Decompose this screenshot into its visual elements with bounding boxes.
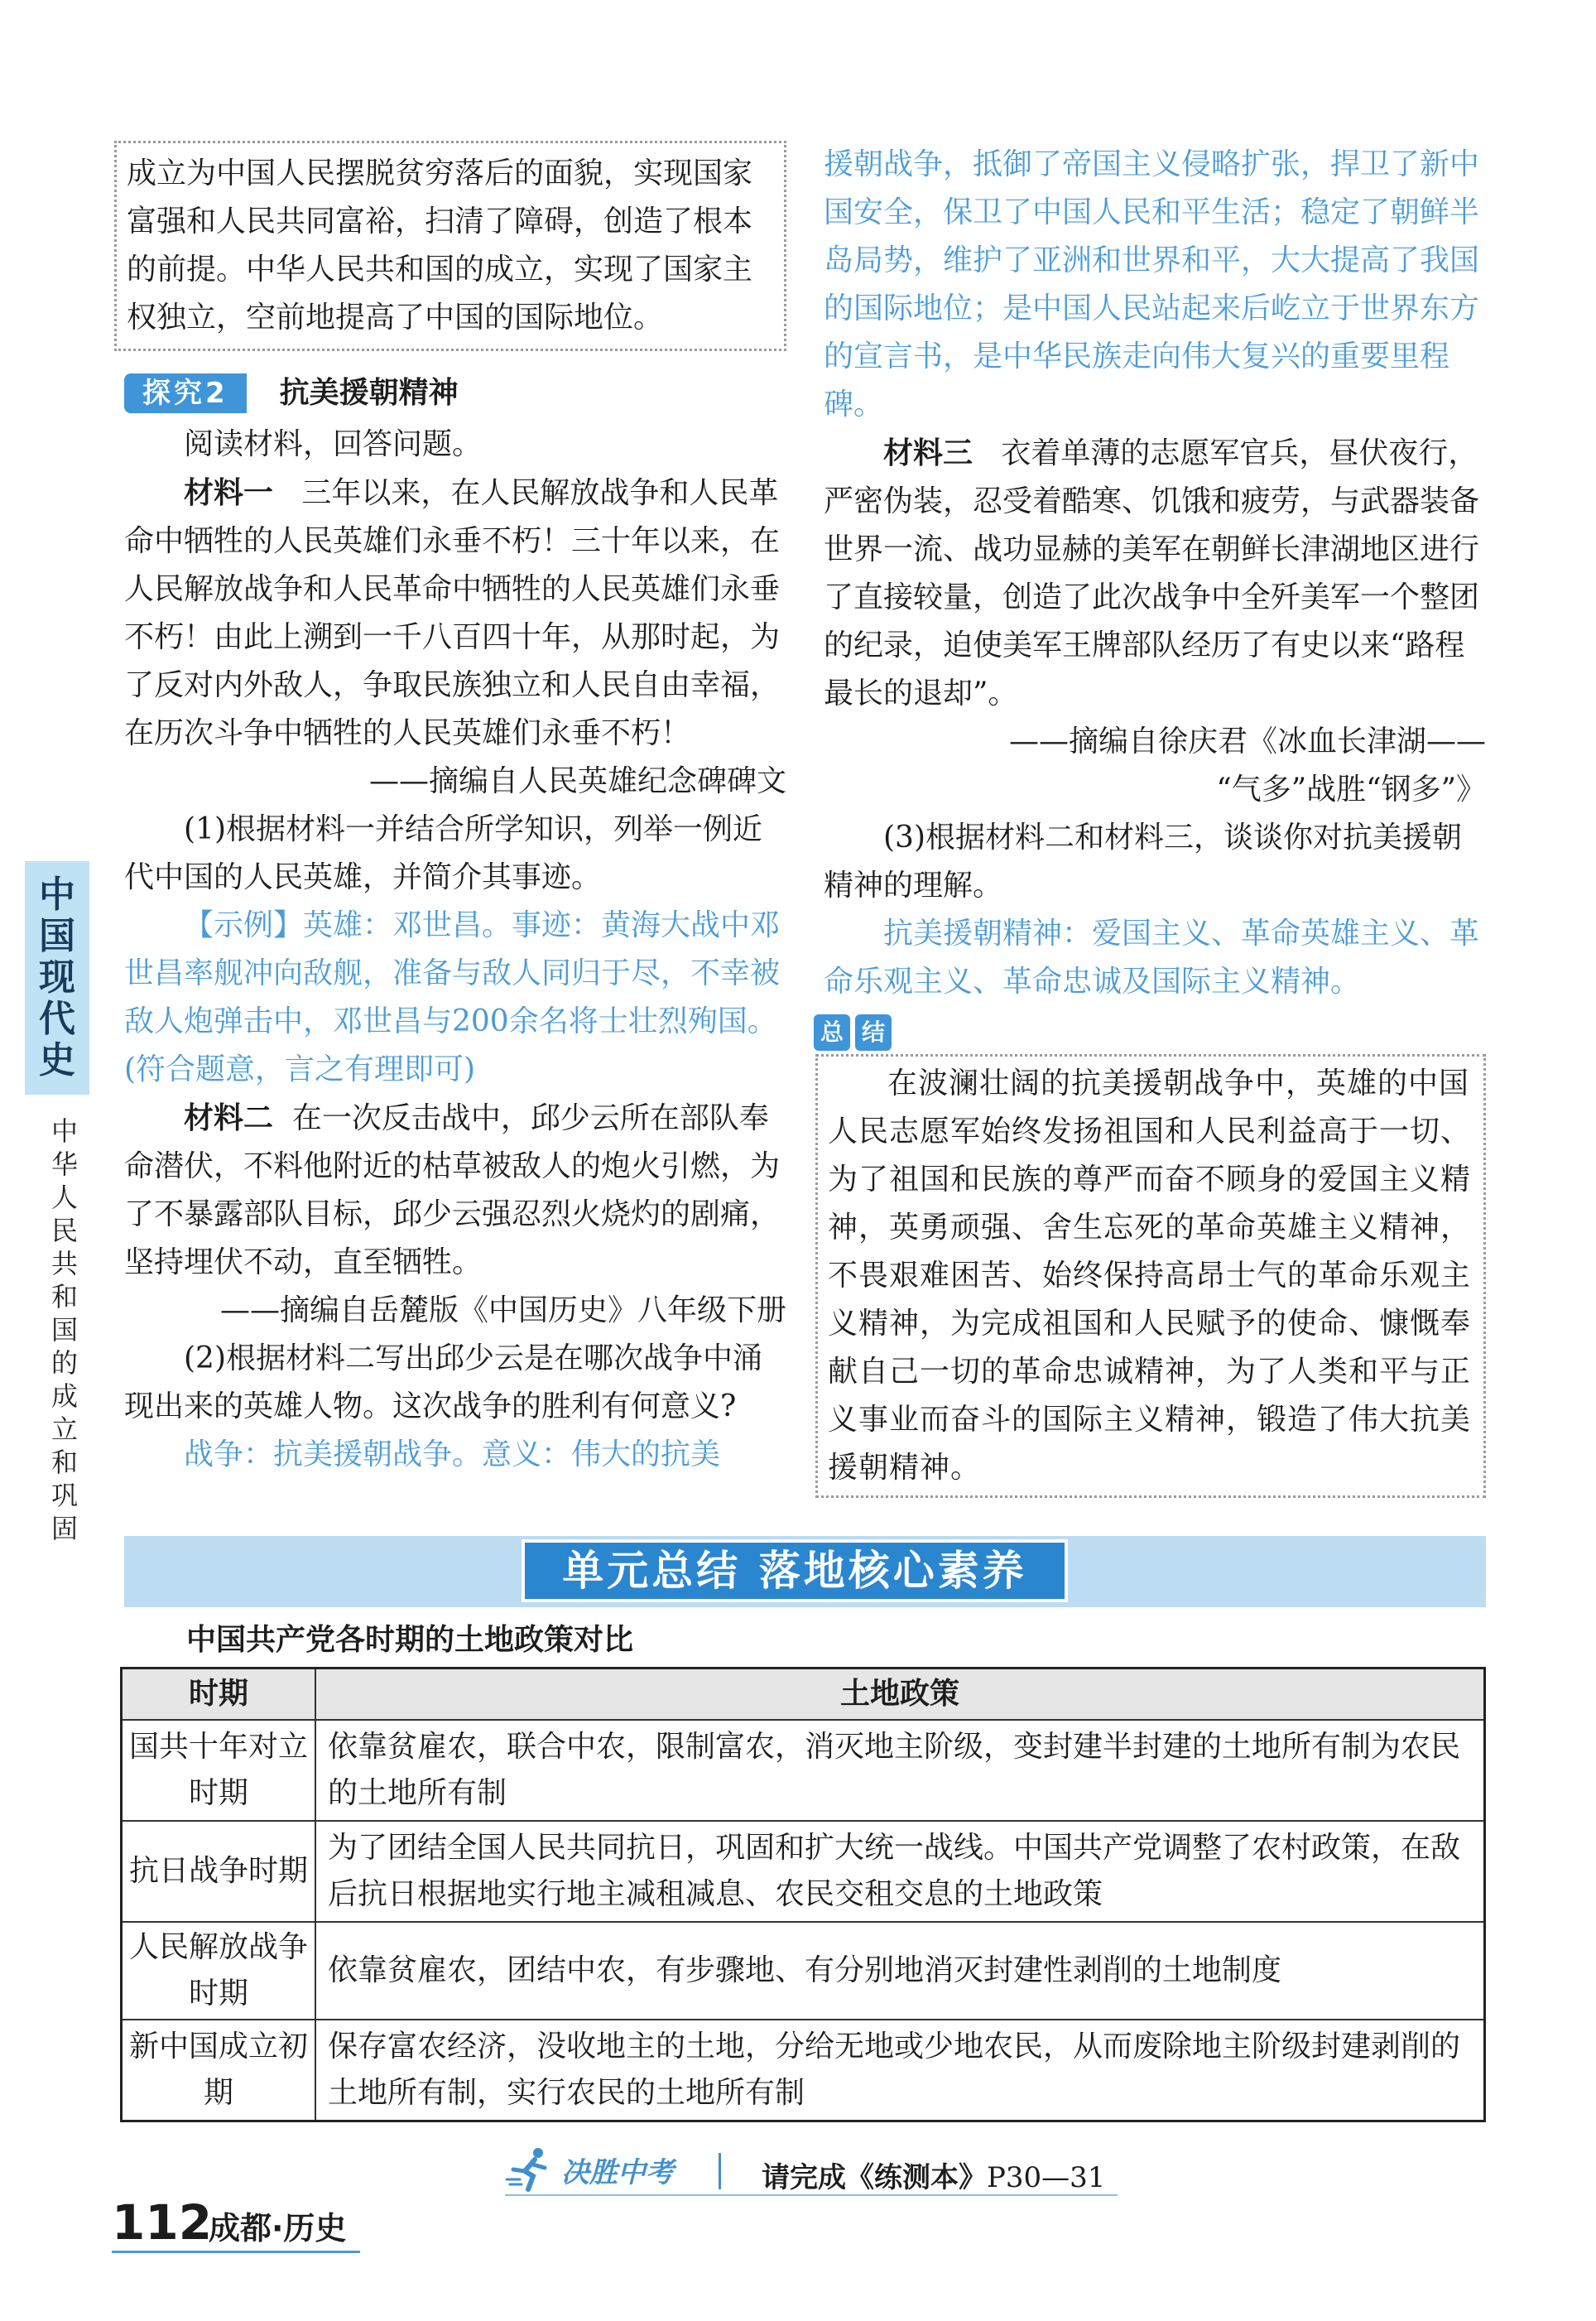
header-policy: 土地政策 — [315, 1669, 1485, 1721]
material-label: 材料一 — [184, 475, 274, 510]
period-cell: 抗日战争时期 — [122, 1821, 316, 1922]
period-cell: 新中国成立初期 — [122, 2020, 316, 2121]
intro-line: 的前提。中华人民共和国的成立，实现了国家主 — [127, 253, 753, 287]
material-3 — [824, 429, 1486, 718]
right-column — [820, 141, 1486, 1498]
intro-line: 权独立，空前地提高了中国的国际地位。 — [127, 301, 664, 335]
side-unit-char: 民 — [50, 1215, 78, 1246]
policy-cell: 保存富农经济，没收地主的土地，分给无地或少地农民，从而废除地主阶级封建剥削的土地所有制，实行农民的土地所有制 — [315, 2020, 1485, 2121]
side-unit-char: 巩 — [50, 1480, 78, 1511]
side-unit-char: 中 — [50, 1115, 78, 1147]
side-tab-chinese-modern-history — [25, 861, 89, 1095]
period-cell: 人民解放战争时期 — [122, 1922, 316, 2020]
table-header-row — [122, 1669, 1485, 1721]
brand-text: 决胜中考 — [561, 2155, 674, 2189]
answer-2-start: 战争：抗美援朝战争。意义：伟大的抗美 — [184, 1437, 721, 1471]
side-unit-char: 固 — [50, 1513, 78, 1544]
side-tab-char: 国 — [39, 915, 75, 957]
brand-logo — [505, 2145, 720, 2194]
side-unit-char: 成 — [50, 1380, 78, 1412]
left-column — [124, 141, 786, 1479]
side-unit-char: 立 — [50, 1413, 78, 1445]
question-3: (3)根据材料二和材料三，谈谈你对抗美援朝精神的理解。 — [824, 821, 1462, 903]
table-row — [122, 1922, 1485, 2020]
footer-rule — [505, 2194, 1118, 2196]
summary-tag-char: 总 — [814, 1014, 850, 1051]
side-unit-char: 共 — [50, 1248, 78, 1279]
side-unit-char: 和 — [50, 1447, 78, 1478]
summary-tag-char: 结 — [855, 1014, 892, 1051]
section-2-header — [124, 369, 786, 417]
answer-3: 抗美援朝精神：爱国主义、革命英雄主义、革命乐观主义、革命忠诚及国际主义精神。 — [824, 917, 1480, 999]
land-policy-table — [120, 1667, 1486, 2122]
footer-underline — [112, 2251, 360, 2253]
material-label: 材料三 — [883, 436, 973, 470]
material-source: ——摘编自人民英雄纪念碑碑文 — [368, 764, 786, 798]
side-tab-char: 史 — [39, 1039, 75, 1081]
policy-cell: 为了团结全国人民共同抗日，巩固和扩大统一战线。中国共产党调整了农村政策，在敌后抗日根据地实行地主减租减息、农民交租交息的土地政策 — [315, 1821, 1485, 1922]
material-text: 在一次反击战中，邱少云所在部队奉命潜伏，不料他附近的枯草被敌人的炮火引燃，为了不暴露部队目标，邱少云强忍烈火烧灼的剧痛，坚持埋伏不动，直至牺牲。 — [124, 1101, 781, 1279]
brand-divider — [719, 2153, 721, 2189]
answer-1: 【示例】英雄：邓世昌。事迹：黄海大战中邓世昌率舰冲向敌舰，准备与敌人同归于尽，不幸被敌人炮弹击中，邓世昌与200余名将士壮烈殉国。(符合题意，言之有理即可) — [124, 908, 781, 1086]
summary-text: 在波澜壮阔的抗美援朝战争中，英雄的中国人民志愿军始终发扬祖国和人民利益高于一切、为了祖国和民族的尊严而奋不顾身的爱国主义精神，英勇顽强、舍生忘死的革命英雄主义精神，不畏艰难困苦、始终保持高昂士气的革命乐观主义精神，为完成祖国和人民赋予的使命、慷慨奉献自己一切的革命忠诚精神，为了人类和平与正义事业而奋斗的国际主义精神，锻造了伟大抗美援朝精神。 — [828, 1067, 1472, 1485]
section-tag: 探究2 — [124, 373, 247, 413]
side-tab-char: 现 — [39, 956, 75, 999]
answer-2-continued: 援朝战争，抵御了帝国主义侵略扩张，捍卫了新中国安全，保卫了中国人民和平生活；稳定了朝鲜半岛局势，维护了亚洲和世界和平，大大提高了我国的国际地位；是中国人民站起来后屹立于世界东方的宣言书，是中华民族走向伟大复兴的重要里程碑。 — [824, 147, 1480, 421]
practice-prefix: 请完成《练测本》 — [762, 2161, 987, 2194]
banner-title: 单元总结 落地核心素养 — [522, 1539, 1068, 1602]
header-period: 时期 — [122, 1669, 316, 1721]
material-source: ——摘编自岳麓版《中国历史》八年级下册 — [219, 1293, 786, 1327]
instruction: 阅读材料，回答问题。 — [184, 427, 483, 461]
material-2 — [124, 1094, 786, 1287]
side-unit-char: 华 — [50, 1148, 78, 1180]
table-row — [122, 1720, 1485, 1821]
side-tab-char: 中 — [39, 874, 75, 916]
side-unit-char: 国 — [50, 1314, 78, 1346]
table-title: 中国共产党各时期的土地政策对比 — [186, 1623, 634, 1657]
summary-box — [815, 1054, 1486, 1498]
summary-tag — [814, 1014, 1486, 1051]
material-1 — [124, 469, 786, 758]
side-unit-title — [48, 1115, 81, 1545]
question-2: (2)根据材料二写出邱少云是在哪次战争中涌现出来的英雄人物。这次战争的胜利有何意义? — [124, 1341, 762, 1423]
practice-reference — [762, 2155, 1105, 2195]
practice-pages: P30—31 — [987, 2161, 1106, 2194]
page-number: 112 — [112, 2194, 213, 2251]
side-unit-char: 人 — [50, 1182, 78, 1213]
side-unit-char: 的 — [50, 1347, 78, 1379]
material-label: 材料二 — [184, 1100, 274, 1135]
question-1: (1)根据材料一并结合所学知识，列举一例近代中国的人民英雄，并简介其事迹。 — [124, 812, 762, 894]
table-row — [122, 1821, 1485, 1922]
section-title: 抗美援朝精神 — [279, 376, 459, 410]
material-text: 三年以来，在人民解放战争和人民革命中牺牲的人民英雄们永垂不朽！三十年以来，在人民解放战争和人民革命中牺牲的人民英雄们永垂不朽！由此上溯到一千八百四十年，从那时起，为了反对内外敌人，争取民族独立和人民自由幸福，在历次斗争中牺牲的人民英雄们永垂不朽！ — [124, 476, 781, 750]
material-text: 衣着单薄的志愿军官兵，昼伏夜行，严密伪装，忍受着酷寒、饥饿和疲劳，与武器装备世界一流、战功显赫的美军在朝鲜长津湖地区进行了直接较量，创造了此次战争中全歼美军一个整团的纪录，迫使美军王牌部队经历了有史以来“路程最长的退却”。 — [824, 436, 1480, 710]
table-row — [122, 2020, 1485, 2121]
intro-box — [114, 141, 786, 351]
material-source: ——摘编自徐庆君《冰血长津湖—— — [1008, 725, 1486, 758]
side-unit-char: 和 — [50, 1281, 78, 1312]
period-cell: 国共十年对立时期 — [122, 1720, 316, 1821]
policy-cell: 依靠贫雇农，联合中农，限制富农，消灭地主阶级，变封建半封建的土地所有制为农民的土地所有制 — [315, 1720, 1485, 1821]
policy-cell: 依靠贫雇农，团结中农，有步骤地、有分别地消灭封建性剥削的土地制度 — [315, 1922, 1485, 2020]
footer-region: 成都·历史 — [209, 2210, 347, 2246]
intro-line: 富强和人民共同富裕，扫清了障碍，创造了根本 — [127, 205, 753, 238]
unit-summary-banner — [124, 1536, 1486, 1607]
runner-icon — [505, 2146, 555, 2193]
intro-line: 成立为中国人民摆脱贫穷落后的面貌，实现国家 — [127, 156, 753, 190]
side-tab-char: 代 — [39, 998, 75, 1040]
material-source: “气多”战胜“钢多”》 — [1216, 773, 1486, 807]
